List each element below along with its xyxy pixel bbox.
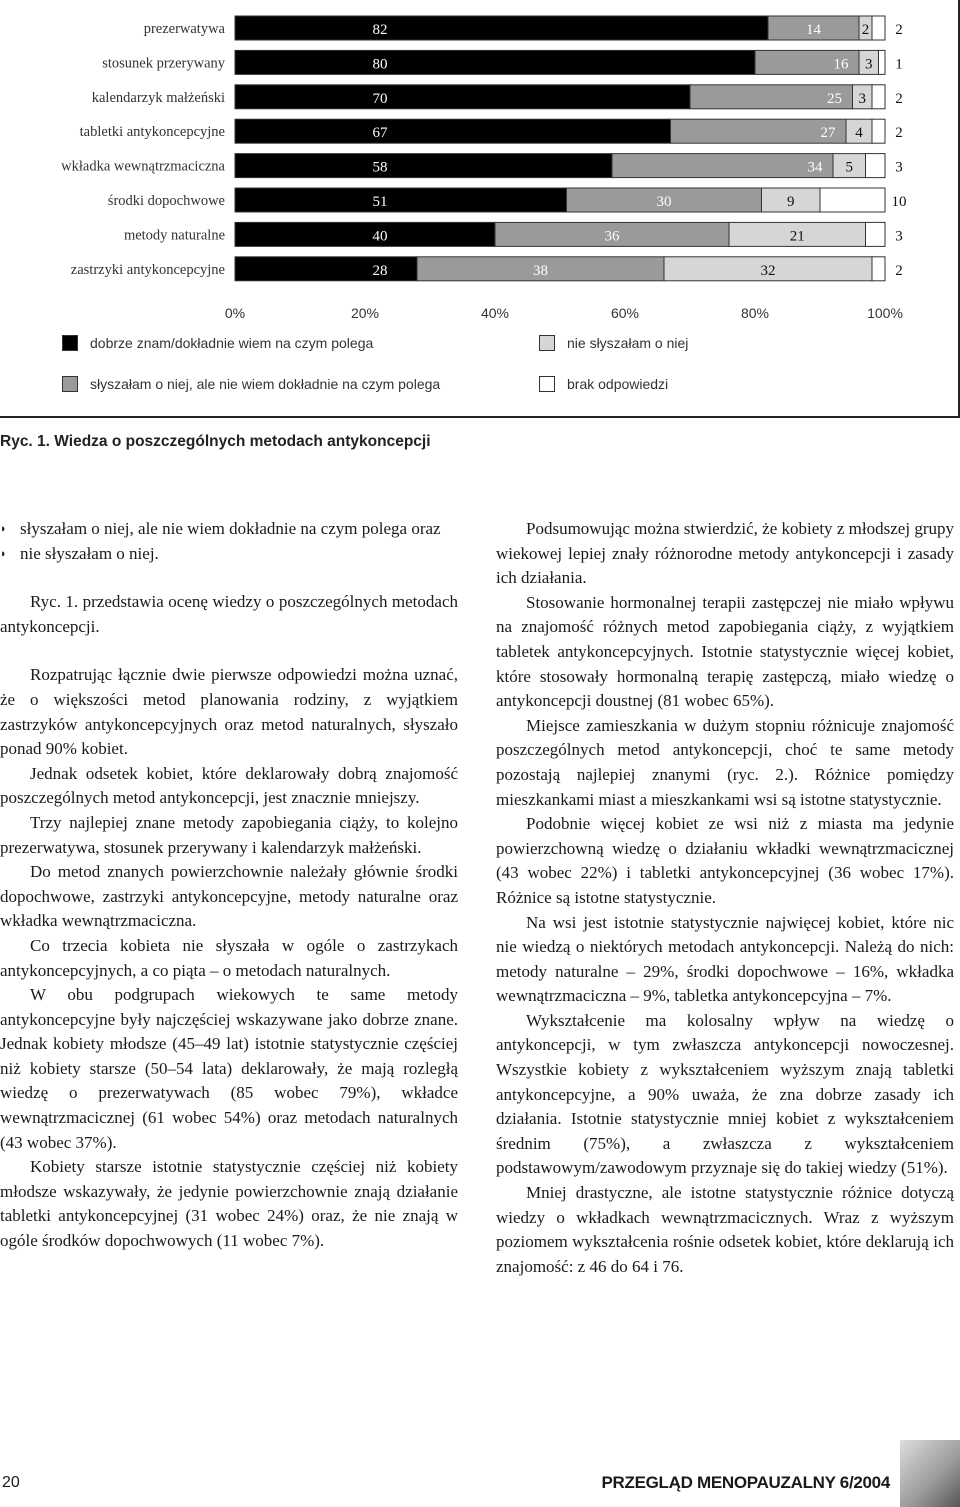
- x-tick-label: 0%: [224, 305, 246, 321]
- legend-swatch-4: [539, 376, 555, 392]
- bar-segment: [612, 154, 833, 178]
- paragraph: Jednak odsetek kobiet, które deklarowały dobrą znajomość poszczególnych metod antykoncepcji, jest znacznie mniejszy.: [0, 763, 458, 808]
- bar-segment: [872, 85, 885, 109]
- category-label: zastrzyki antykoncepcyjne: [70, 261, 225, 278]
- bar-segment: [820, 188, 885, 212]
- paragraph: W obu podgrupach wiekowych te same metody antykoncepcyjne były najczęściej wskazywane jako dobrze znane. Jednak kobiety młodsze (45–49 lat) istotnie statystycznie częściej niż kobiety starsze (50–54 lata) deklarowały, że mają rozległą wiedzę o prezerwatywach (85 wobec 79%), wkładce wewnątrzmacicznej (61 wobec 54%) oraz metodach naturalnych (43 wobec 37%).: [0, 985, 458, 1152]
- legend-label-2: słyszałam o niej, ale nie wiem dokładnie na czym polega: [90, 376, 441, 392]
- paragraph: Miejsce zamieszkania w dużym stopniu różnicuje znajomość poszczególnych metod antykoncepcji, choć te same metody pozostają najlepiej znanymi (ryc. 2.). Różnice pomiędzy mieszkankami miast a mieszkankami wsi są istotne statystycznie.: [496, 715, 954, 809]
- paragraph: Co trzecia kobieta nie słyszała w ogóle o zastrzykach antykoncepcyjnych, a co piąta – o metodach naturalnych.: [0, 935, 458, 980]
- paragraph: Podobnie więcej kobiet ze wsi niż z miasta ma jedynie powierzchowną wiedzę o działaniu wkładki wewnątrzmacicznej (43 wobec 22%) i tabletki antykoncepcyjnej (36 wobec 17%). Różnice są istotne statystycznie.: [496, 814, 954, 907]
- journal-title: PRZEGLĄD MENOPAUZALNY 6/2004: [601, 1473, 890, 1492]
- data-label: 2: [861, 22, 870, 38]
- bar-segment: [872, 257, 885, 281]
- bar-segment: [235, 85, 690, 109]
- paragraph: Mniej drastyczne, ale istotne statystycznie różnice dotyczą wiedzy o wkładkach wewnątrzmacicznych. Wraz z wyższym poziomem wykształcenia rośnie odsetek kobiet, które deklarują ich znajomość: z 46 do 64 i 76.: [496, 1183, 954, 1276]
- paragraph: Ryc. 1. przedstawia ocenę wiedzy o poszczególnych metodach antykoncepcji.: [0, 592, 458, 636]
- page-number: 20: [2, 1474, 20, 1491]
- data-label: 58: [372, 159, 388, 176]
- legend-item-1: [62, 335, 373, 351]
- data-label: 4: [855, 125, 863, 142]
- data-label: 3: [895, 228, 903, 245]
- x-tick-label: 60%: [610, 305, 640, 321]
- x-tick-label: 100%: [867, 305, 903, 321]
- legend-swatch-3: [539, 335, 555, 351]
- data-label: 32: [760, 262, 776, 279]
- stacked-bar-chart: [0, 0, 956, 330]
- data-label: 14: [806, 22, 821, 38]
- bar-segment: [235, 16, 768, 40]
- category-label: tabletki antykoncepcyjne: [79, 124, 225, 141]
- paragraph: Do metod znanych powierzchownie należały głównie środki dopochwowe, zastrzyki antykoncepcyjne, metody naturalne oraz wkładka wewnątrzmaciczna.: [0, 862, 458, 931]
- data-label: 82: [372, 22, 388, 38]
- bar-segment: [235, 119, 671, 143]
- data-label: 80: [372, 56, 388, 73]
- data-label: 27: [820, 125, 836, 142]
- bar-segment: [872, 119, 885, 143]
- bullet-icon: ◗: [0, 547, 7, 560]
- data-label: 3: [865, 56, 873, 73]
- paragraph: Rozpatrując łącznie dwie pierwsze odpowiedzi można uznać, że o większości metod planowania rodziny, z wyjątkiem zastrzyków antykoncepcyjnych oraz metod naturalnych, słyszało ponad 90% kobiet.: [0, 665, 458, 759]
- legend-swatch-1: [62, 335, 78, 351]
- paragraph: Podsumowując można stwierdzić, że kobiety z młodszej grupy wiekowej lepiej znały różnorodne metody antykoncepcji i zasady ich działania.: [496, 519, 954, 588]
- data-label: 38: [533, 262, 548, 279]
- right-column: [496, 517, 954, 1279]
- data-label: 36: [604, 228, 620, 245]
- bullet-text-1: słyszałam o niej, ale nie wiem dokładnie na czym polega oraz: [20, 519, 441, 538]
- bullet-item: [0, 542, 458, 567]
- legend-label-1: dobrze znam/dokładnie wiem na czym polega: [90, 335, 374, 351]
- legend-label-4: brak odpowiedzi: [567, 376, 669, 392]
- bar-segment: [879, 50, 886, 74]
- data-label: 2: [895, 262, 903, 279]
- category-label: stosunek przerywany: [102, 55, 225, 72]
- bar-segment: [866, 222, 886, 246]
- category-label: środki dopochwowe: [107, 193, 225, 209]
- bullet-icon: ◗: [0, 523, 7, 535]
- data-label: 3: [895, 159, 903, 176]
- category-label: wkładka wewnątrzmaciczna: [61, 158, 225, 175]
- category-label: metody naturalne: [123, 227, 225, 244]
- paragraph: Na wsi jest istotnie statystycznie najwięcej kobiet, które nic nie wiedzą o niektórych metodach antykoncepcji. Należą do nich: metody naturalne – 29%, środki dopochwowe – 16%, wkładka wewnątrzmaciczna – 9%, tabletka antykoncepcyjna – 7%.: [496, 912, 954, 1006]
- data-label: 67: [372, 125, 388, 142]
- data-label: 51: [372, 194, 388, 210]
- data-label: 40: [372, 228, 388, 245]
- bar-segment: [872, 16, 885, 40]
- bar-segment: [235, 257, 417, 281]
- bar-segment: [235, 222, 495, 246]
- bar-segment: [235, 50, 755, 74]
- data-label: 9: [787, 194, 795, 210]
- data-label: 2: [895, 125, 903, 142]
- bar-segment: [235, 188, 567, 212]
- paragraph: Stosowanie hormonalnej terapii zastępczej nie miało wpływu na znajomość różnych metod zapobiegania ciąży, z wyjątkiem tabletek antykoncepcyjnych. Istotnie statystycznie więcej kobiet, które stosowały hormonalną terapię zastępczą, miało wiedzę o antykoncepcji doustnej (81 wobec 65%).: [496, 592, 954, 711]
- bullet-item: [0, 517, 458, 542]
- bullet-text-2: nie słyszałam o niej.: [20, 543, 159, 563]
- data-label: 30: [656, 194, 672, 210]
- bar-segment: [866, 154, 886, 178]
- journal-logo-portrait: [900, 1440, 960, 1507]
- figure-caption: Ryc. 1. Wiedza o poszczególnych metodach antykoncepcji: [0, 433, 431, 450]
- category-label: prezerwatywa: [143, 21, 225, 37]
- legend-item-2: [62, 376, 440, 392]
- paragraph: Wykształcenie ma kolosalny wpływ na wiedzę o antykoncepcji, w tym zwłaszcza antykoncepcji nowoczesnej. Wszystkie kobiety z wykształceniem wyższym znają tabletki antykoncepcyjne, a 90% uważa, że zna dobrze zasady ich działania. Istotnie statystycznie mniej kobiet z wykształceniem średnim (75%), a zwłaszcza z wykształceniem podstawowym/zawodowym przyznaje się do takiej wiedzy (51%).: [496, 1010, 954, 1178]
- x-tick-label: 20%: [350, 305, 380, 321]
- data-label: 1: [895, 56, 903, 73]
- data-label: 3: [858, 90, 866, 107]
- bar-segment: [235, 154, 612, 178]
- figure-frame: [0, 0, 960, 418]
- legend-label-3: nie słyszałam o niej: [567, 335, 689, 351]
- data-label: 28: [372, 262, 388, 279]
- data-label: 5: [845, 159, 853, 176]
- data-label: 16: [833, 56, 849, 73]
- category-label: kalendarzyk małżeński: [91, 89, 225, 106]
- legend-item-3: [539, 335, 688, 351]
- data-label: 34: [807, 159, 823, 176]
- data-label: 2: [895, 90, 903, 107]
- data-label: 70: [372, 90, 388, 107]
- paragraph: Trzy najlepiej znane metody zapobiegania ciąży, to kolejno prezerwatywa, stosunek przerywany i kalendarzyk małżeński.: [0, 812, 458, 857]
- data-label: 2: [895, 22, 903, 38]
- left-column: [0, 517, 458, 1254]
- data-label: 25: [827, 90, 842, 107]
- x-tick-label: 80%: [740, 305, 770, 321]
- paragraph: Kobiety starsze istotnie statystycznie częściej niż kobiety młodsze wskazywały, że jedynie powierzchownie znają działanie tabletki antykoncepcyjnej (31 wobec 24%) oraz, że nie znają w ogóle środków dopochwowych (11 wobec 7%).: [0, 1157, 458, 1251]
- data-label: 21: [789, 228, 805, 245]
- x-tick-label: 40%: [480, 305, 510, 321]
- legend-swatch-2: [62, 376, 78, 392]
- legend-item-4: [539, 376, 668, 392]
- data-label: 10: [891, 194, 907, 210]
